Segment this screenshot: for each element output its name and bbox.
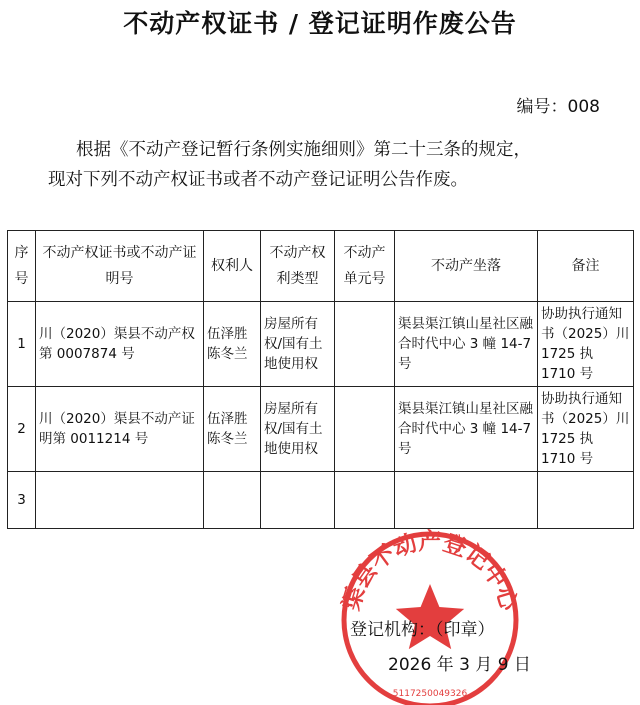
cell-unit <box>335 387 395 472</box>
seal-text: 渠县不动产登记中心 <box>338 529 522 614</box>
header-no: 序号 <box>8 231 36 302</box>
table-row <box>8 472 634 529</box>
official-seal-icon <box>330 520 530 705</box>
header-type: 不动产权利类型 <box>261 231 335 302</box>
header-location: 不动产坐落 <box>395 231 538 302</box>
header-unit: 不动产单元号 <box>335 231 395 302</box>
cell-owner: 伍泽胜 陈冬兰 <box>204 387 261 472</box>
registry-signature: 登记机构：（印章） <box>350 620 495 640</box>
intro-line-2: 现对下列不动产权证书或者不动产登记证明公告作废。 <box>48 170 468 190</box>
cell-unit <box>335 302 395 387</box>
cell-type: 房屋所有权/国有土地使用权 <box>261 302 335 387</box>
cell-no: 1 <box>8 302 36 387</box>
table-row <box>8 302 634 387</box>
cell-remark <box>538 472 634 529</box>
header-remark: 备注 <box>538 231 634 302</box>
intro-line-1: 根据《不动产登记暂行条例实施细则》第二十三条的规定， <box>76 140 531 160</box>
serial-number: 编号：008 <box>516 97 600 117</box>
cell-location: 渠县渠江镇山星社区融合时代中心 3 幢 14-7 号 <box>395 302 538 387</box>
cell-cert <box>36 472 204 529</box>
cell-cert: 川（2020）渠县不动产证明第 0011214 号 <box>36 387 204 472</box>
cell-remark: 协助执行通知书（2025）川 1725 执 1710 号 <box>538 387 634 472</box>
cell-no: 3 <box>8 472 36 529</box>
cell-no: 2 <box>8 387 36 472</box>
issue-date: 2026 年 3 月 9 日 <box>388 655 531 675</box>
page-title: 不动产权证书 / 登记证明作废公告 <box>123 9 517 38</box>
header-owner: 权利人 <box>204 231 261 302</box>
cell-owner <box>204 472 261 529</box>
cell-type <box>261 472 335 529</box>
seal-code: 5117250049326 <box>392 689 468 699</box>
cell-cert: 川（2020）渠县不动产权第 0007874 号 <box>36 302 204 387</box>
header-cert: 不动产权证书或不动产证明号 <box>36 231 204 302</box>
void-table <box>7 230 634 529</box>
cell-type: 房屋所有权/国有土地使用权 <box>261 387 335 472</box>
table-row <box>8 387 634 472</box>
cell-remark: 协助执行通知书（2025）川 1725 执 1710 号 <box>538 302 634 387</box>
table-header-row <box>8 231 634 302</box>
intro-paragraph <box>48 135 622 195</box>
cell-owner: 伍泽胜 陈冬兰 <box>204 302 261 387</box>
cell-location: 渠县渠江镇山星社区融合时代中心 3 幢 14-7 号 <box>395 387 538 472</box>
